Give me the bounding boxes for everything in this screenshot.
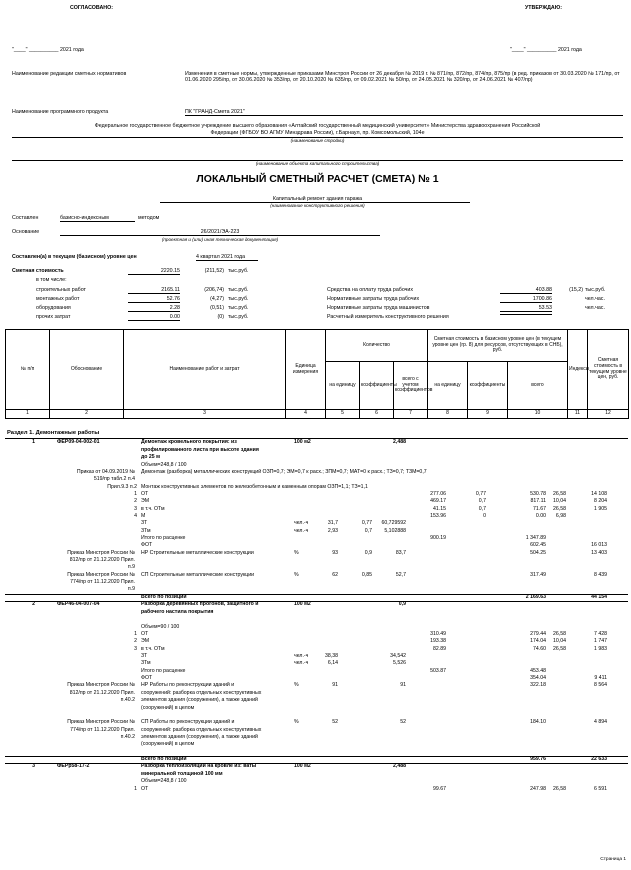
cell-name: (сооружений) в целом (141, 704, 195, 711)
agreed-label: СОГЛАСОВАНО: (70, 5, 114, 11)
cell-c12: 22 633 (591, 755, 607, 762)
cell-c12: 8 564 (594, 682, 607, 689)
basis-value: 26/2021/ЭА-223 (60, 229, 380, 236)
cell-name: сооружений: разборка отдельных конструктивных (141, 726, 262, 733)
cell-name: Всего по позиции (141, 755, 187, 762)
cell-c10: 322.18 (530, 682, 546, 689)
cost-right-value: 1700.86 (500, 296, 552, 303)
cell-name: Демонтаж кровельного покрытия: из (141, 439, 237, 445)
cell-name: (сооружений) в целом (141, 741, 195, 748)
col-number: 5 (326, 410, 360, 419)
cell-q5: 38,38 (325, 653, 338, 660)
cost-item-unit: тыс.руб. (228, 296, 249, 302)
col-basis: Обоснование (50, 330, 124, 410)
cell-code: Приказ Минстроя России № (67, 549, 135, 556)
cell-c10: 247.98 (530, 785, 546, 792)
cost-right-unit: чел.час. (585, 296, 605, 302)
method-value: базисно-индексным (60, 215, 135, 222)
cell-c10: 174.04 (530, 638, 546, 645)
cell-name: ЗТ (141, 653, 148, 660)
cell-q7: 5,526 (393, 660, 406, 667)
cell-n: 3 (32, 763, 35, 770)
cell-c12: 44 154 (591, 593, 607, 600)
cost-right-label: Нормативные затраты труда машинистов (327, 305, 430, 311)
cost-item-unit: тыс.руб. (228, 287, 249, 293)
cell-name: СП Строительные металлические конструкции (141, 571, 254, 578)
price-level-value: 4 квартал 2021 года (196, 254, 258, 261)
cell-name: НР Работы по реконструкции зданий и (141, 682, 235, 689)
cell-name: до 25 м (141, 454, 160, 461)
cell-name: ЗТ (141, 520, 148, 527)
cell-c10: 453.48 (530, 667, 546, 674)
col-number: 12 (588, 410, 629, 419)
cell-c12: 1 747 (594, 638, 607, 645)
cost-unit: тыс.руб. (228, 268, 249, 274)
col-number: 9 (468, 410, 508, 419)
cell-q7: 0,9 (398, 601, 406, 608)
cell-c11: 10,04 (553, 498, 566, 505)
cell-unit: чел.-ч (294, 527, 309, 534)
cell-c8: 82.89 (433, 645, 446, 652)
cell-m: 4 (134, 512, 137, 519)
price-level-label: Составлен(а) в текущем (базисном) уровне цен (12, 254, 137, 260)
cell-q7: 5,102888 (384, 527, 406, 534)
cell-c12: 13 403 (591, 549, 607, 556)
col-number: 1 (6, 410, 50, 419)
cell-code: 812/пр от 21.12.2020 Прил. (69, 689, 135, 696)
cell-code: п.9 (127, 564, 135, 571)
cell-code: Приказ от 04.09.2019 № (76, 468, 135, 475)
col-qty: Количество (326, 330, 428, 362)
cost-right-label: Средства на оплату труда рабочих (327, 287, 414, 293)
work-name: Капитальный ремонт здания гаража (272, 196, 363, 202)
cell-c12: 8 439 (594, 571, 607, 578)
cell-code: Приказ Минстроя России № (67, 682, 135, 689)
cell-c11: 26,58 (553, 505, 566, 512)
norms-label: Наименование редакции сметных нормативов (12, 71, 127, 77)
cell-unit: чел.-ч (294, 520, 309, 527)
cell-m: 3 (134, 645, 137, 652)
cell-name: НР Строительные металлические конструкции (141, 549, 254, 556)
estimate-table-header (5, 329, 629, 419)
cell-c8: 153.96 (430, 512, 446, 519)
cell-c10: 817.11 (530, 498, 546, 505)
object-caption: (наименование объекта капитального строительства) (255, 161, 380, 166)
cell-c10: 530.78 (530, 490, 546, 497)
cost-right-unit: тыс.руб. (585, 287, 606, 293)
cell-q7: 34,542 (390, 653, 406, 660)
cell-name: элементов здания (сооружения), а также зданий (141, 733, 258, 740)
cell-c12: 1 983 (594, 645, 607, 652)
cell-c12: 6 591 (594, 785, 607, 792)
cell-c12: 4 894 (594, 719, 607, 726)
cell-c12: 16 013 (591, 542, 607, 549)
cell-n: 1 (32, 439, 35, 445)
cell-name: Объем=90 / 100 (141, 623, 180, 630)
cell-name: ФОТ (141, 542, 153, 549)
date-right: "____" __________ 2021 года (510, 47, 582, 53)
cell-name: ЭМ (141, 638, 150, 645)
cell-q7: 2,488 (393, 763, 406, 770)
cell-c11: 10,04 (553, 638, 566, 645)
cell-name: рабочего настила покрытия (141, 608, 214, 615)
cell-name: Всего по позиции (141, 593, 187, 600)
col-num: № п/п (6, 330, 50, 410)
cell-c10: 317.49 (530, 571, 546, 578)
col-cost-coef: коэффициенты (468, 362, 508, 410)
cost-right-label: Расчетный измеритель конструктивного решения (327, 314, 449, 320)
cell-c10: 2 169.63 (525, 593, 546, 600)
cell-name: элементов здания (сооружения), а также зданий (141, 697, 258, 704)
cell-c10: 184.10 (530, 719, 546, 726)
cell-name: минеральной толщиной 100 мм (141, 771, 223, 778)
cell-name: ЗТм (141, 660, 151, 667)
cell-unit: 100 м2 (294, 601, 311, 608)
cost-item-value: 2.28 (128, 305, 180, 312)
col-number: 11 (568, 410, 588, 419)
cost-item-value: 52.76 (128, 296, 180, 303)
cell-q5: 62 (332, 571, 338, 578)
cell-unit: % (294, 571, 299, 578)
cost-item-unit: тыс.руб. (228, 314, 249, 320)
cell-c8: 99.67 (433, 785, 446, 792)
cell-name: Итого по расценке (141, 535, 186, 541)
cost-item-base: (0,51) (210, 305, 224, 311)
col-number: 7 (394, 410, 428, 419)
col-cost-per: на единицу (428, 362, 468, 410)
date-left: "____" __________ 2021 года (12, 47, 84, 53)
cell-q5: 52 (332, 719, 338, 726)
page-title: ЛОКАЛЬНЫЙ СМЕТНЫЙ РАСЧЕТ (СМЕТА) № 1 (196, 173, 439, 185)
method-label: Составлен (12, 215, 39, 221)
cell-m: 2 (134, 638, 137, 645)
cell-code: 812/пр от 21.12.2020 Прил. (69, 557, 135, 564)
table-row (5, 787, 628, 796)
cell-c10: 279.44 (530, 631, 546, 637)
page-number: Страница 1 (600, 857, 626, 862)
cost-item-value: 2165.11 (128, 287, 180, 294)
cell-q5: 93 (332, 549, 338, 556)
cell-q6: 0,85 (361, 571, 372, 578)
cell-m: 1 (134, 785, 137, 792)
cell-name: Итого по расценке (141, 667, 186, 674)
cell-c8: 503.87 (430, 667, 446, 674)
cell-code: 774/пр от 11.12.2020 Прил. (70, 579, 135, 586)
cell-m: 3 (134, 505, 137, 512)
cell-code: Приказ Минстроя России № (67, 719, 135, 726)
cell-unit: 100 м2 (294, 763, 311, 770)
col-number: 10 (508, 410, 568, 419)
cell-name: ФОТ (141, 675, 153, 682)
work-caption: (наименование конструктивного решения) (270, 203, 365, 208)
cell-code: Прил.9.3 п.2 (107, 483, 137, 490)
cell-name: сооружений: разборка отдельных конструктивных (141, 689, 262, 696)
cost-right-base: (15,2) (569, 287, 583, 293)
cell-unit: 100 м2 (294, 439, 311, 445)
cell-name: Разборка теплоизоляции на кровле из: ваты (141, 763, 257, 770)
col-qty-coef: коэффициенты (360, 362, 394, 410)
cell-q6: 0,7 (364, 527, 372, 534)
section-title: Раздел 1. Демонтажные работы (7, 430, 100, 436)
cost-label: Сметная стоимость (12, 268, 64, 274)
cell-q5: 6,14 (327, 660, 338, 667)
cell-c8: 469.17 (430, 498, 446, 505)
cell-c10: 602.45 (530, 542, 546, 549)
cell-m: 1 (134, 631, 137, 637)
cost-item-label: оборудования (36, 305, 71, 311)
cell-c10: 71.67 (533, 505, 546, 512)
cell-c10: 0.00 (535, 512, 546, 519)
cell-q7: 60,729592 (381, 520, 406, 527)
cost-right-value: 403.88 (500, 287, 552, 294)
cost-item-base: (4,27) (210, 296, 224, 302)
cell-q5: 91 (332, 682, 338, 689)
cell-unit: % (294, 549, 299, 556)
cell-c10: 959.76 (530, 755, 546, 762)
cell-q6: 0,9 (364, 549, 372, 556)
cell-code: Приказ Минстроя России № (67, 571, 135, 578)
org-line1: Федеральное государственное бюджетное учреждение высшего образования «Алтайский государственный медицинский университет» Министерства здравоохранения Российской (94, 123, 541, 129)
col-cost-total: всего (508, 362, 568, 410)
basis-label: Основание (12, 229, 40, 235)
cell-code: 519/пр табл.2 п.4 (93, 476, 135, 483)
cell-n: 2 (32, 601, 35, 608)
cell-c10: 1 347.89 (525, 535, 546, 541)
cell-c11: 6,98 (555, 512, 566, 519)
cell-code: п.40.2 (120, 697, 135, 704)
cell-c9: 0 (483, 512, 486, 519)
cell-unit: % (294, 719, 299, 726)
cell-c10: 504.25 (530, 549, 546, 556)
col-number: 6 (360, 410, 394, 419)
cell-code: 774/пр от 11.12.2020 Прил. (70, 726, 135, 733)
col-number: 2 (50, 410, 124, 419)
cell-name: ОТ (141, 490, 149, 497)
col-qty-per: на единицу (326, 362, 360, 410)
cell-code: п.9 (127, 586, 135, 593)
cell-c12: 8 204 (594, 498, 607, 505)
cost-item-label: монтажных работ (36, 296, 80, 302)
cell-code: ФЕР09-04-002-01 (57, 439, 100, 445)
org-caption: (наименование стройки) (290, 138, 345, 143)
cell-c8: 310.49 (430, 631, 446, 637)
col-current: Сметная стоимость в текущем уровне цен, руб. (588, 330, 629, 410)
col-number: 8 (428, 410, 468, 419)
cell-name: в т.ч. ОТм (141, 645, 165, 652)
basis-caption: (проектная и (или) иная техническая документация) (161, 237, 279, 242)
cell-c8: 277.06 (430, 490, 446, 497)
cost-right-value: 53.53 (500, 305, 552, 312)
method-suffix: методом (138, 215, 160, 221)
cell-name: Разборка деревянных прогонов, защитного и (141, 601, 259, 608)
cell-q7: 2,488 (393, 439, 406, 445)
cost-right-label: Нормативные затраты труда рабочих (327, 296, 420, 302)
cell-unit: чел.-ч (294, 653, 309, 660)
cost-item-label: строительных работ (36, 287, 86, 293)
cost-total-base: (211,52) (204, 268, 224, 274)
col-qty-total: всего с учетом коэффициентов (394, 362, 428, 410)
cost-item-value: 0.00 (128, 314, 180, 321)
cell-c11: 26,58 (553, 645, 566, 652)
cell-name: М (141, 512, 146, 519)
cell-c9: 0,77 (475, 490, 486, 497)
cell-name: Объем=248,8 / 100 (141, 778, 187, 785)
col-number: 4 (286, 410, 326, 419)
cost-right-value (500, 314, 552, 315)
cell-code: п.40.2 (120, 733, 135, 740)
cell-c11: 26,58 (553, 785, 566, 792)
cell-name: ЭМ (141, 498, 150, 505)
col-number: 3 (124, 410, 286, 419)
cell-m: 2 (134, 498, 137, 505)
software-value: ПК "ГРАНД-Смета 2021" (185, 109, 623, 116)
cell-name: Демонтаж (разборка) металлических конструкций ОЗП=0,7; ЭМ=0,7 к расх.; ЗПМ=0,7; МАТ=0 к расх.; ТЗ=0,7; ТЗМ=0,7 (141, 468, 427, 475)
col-unit: Единица измерения (286, 330, 326, 410)
cell-name: ОТ (141, 785, 149, 792)
cost-total: 2220.15 (128, 268, 180, 275)
cell-c11: 26,58 (553, 490, 566, 497)
cell-name: ОТ (141, 631, 149, 637)
col-cost: Сметная стоимость в базисном уровне цен (в текущем уровне цен (гр. 8) для ресурсов, отсутствующих в СНБ), руб. (428, 330, 568, 362)
cell-q7: 91 (400, 682, 406, 689)
cell-name: ЗТм (141, 527, 151, 534)
cell-name: Объем=248,8 / 100 (141, 461, 187, 468)
col-name: Наименование работ и затрат (124, 330, 286, 410)
cell-c8: 41.15 (433, 505, 446, 512)
cell-c10: 354.04 (530, 675, 546, 682)
cost-item-base: (206,74) (204, 287, 224, 293)
cell-c12: 1 905 (594, 505, 607, 512)
norms-value: Изменения в сметные нормы, утвержденные приказами Минстроя России от 26 декабря № 2019 г. № 871/пр, 872/пр, 874/пр, 875/пр (в ред. приказов от 30.03.2020 № 171/пр, от 01.06.2020 295/пр, от 30.06.2020 № 353/пр, от 20.10.2020 № 635/пр, от 09.02.2021 № 50/пр, от 24.05.2021 № 320/пр, от 24.06.2021 № 407/пр) (185, 71, 620, 84)
cell-c9: 0,7 (478, 498, 486, 505)
cell-c12: 14 108 (591, 490, 607, 497)
approved-label: УТВЕРЖДАЮ: (525, 5, 562, 11)
cost-item-base: (0) (217, 314, 224, 320)
cell-code: ФЕР46-04-007-04 (57, 601, 100, 608)
cell-name: профилированного листа при высоте здания (141, 446, 259, 453)
cell-q6: 0,77 (361, 520, 372, 527)
software-label: Наименование программного продукта (12, 109, 109, 115)
cost-incl: в том числе: (36, 277, 67, 283)
cell-c12: 7 428 (594, 631, 607, 637)
org-line2: Федерации (ФГБОУ ВО АГМУ Минздрава России), г.Барнаул, пр. Комсомольский, 104е (210, 130, 425, 136)
cell-c9: 0,7 (478, 505, 486, 512)
cell-q7: 52 (400, 719, 406, 726)
cell-name: СП Работы по реконструкции зданий и (141, 719, 235, 726)
cell-q7: 52,7 (395, 571, 406, 578)
cell-c11: 26,58 (553, 631, 566, 637)
cell-m: 1 (134, 490, 137, 497)
cell-name: Монтаж конструктивных элементов по железобетонным и каменным опорам ОЗП=1,1; ТЗ=1,1 (141, 483, 368, 490)
cell-unit: чел.-ч (294, 660, 309, 667)
cost-item-label: прочих затрат (36, 314, 71, 320)
cost-right-unit: чел.час. (585, 305, 605, 311)
cell-q7: 83,7 (395, 549, 406, 556)
cell-unit: % (294, 682, 299, 689)
cell-c10: 74.60 (533, 645, 546, 652)
cell-code: ФЕРр58-17-2 (57, 763, 90, 770)
cell-c8: 900.19 (430, 535, 446, 541)
cell-name: в т.ч. ОТм (141, 505, 165, 512)
cell-q5: 31,7 (327, 520, 338, 527)
col-index: Индексы (568, 330, 588, 410)
cost-item-unit: тыс.руб. (228, 305, 249, 311)
cell-c8: 193.38 (430, 638, 446, 645)
cell-c12: 9 411 (594, 675, 607, 682)
cell-q5: 2,93 (327, 527, 338, 534)
